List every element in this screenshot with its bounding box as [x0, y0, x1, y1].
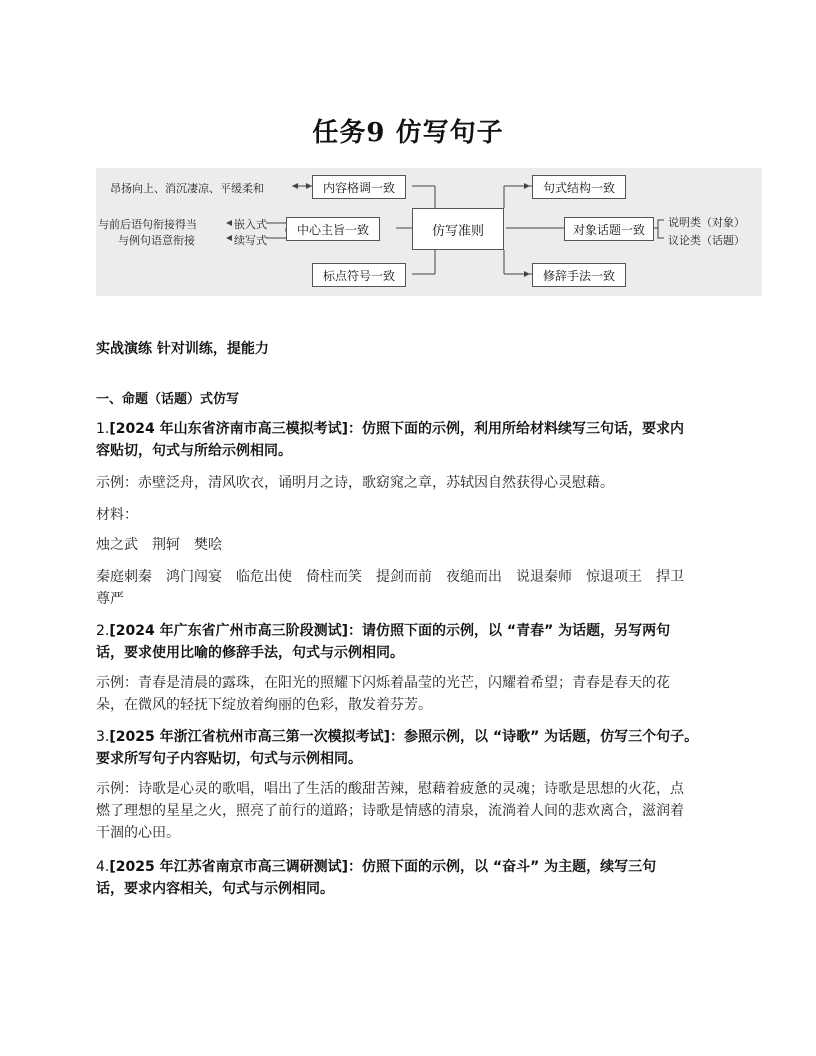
example-line: 朵，在微风的轻抚下绽放着绚丽的色彩，散发着芬芳。: [96, 697, 432, 713]
question-2: [96, 620, 724, 664]
example-line: 干涸的心田。: [96, 825, 180, 841]
continue-desc-note: 与例句语意衔接: [118, 234, 195, 247]
question-number: 4.: [96, 859, 110, 875]
example-line: 示例：青春是清晨的露珠，在阳光的照耀下闪烁着晶莹的光芒，闪耀着希望；青春是春天的花: [96, 675, 670, 691]
q1-material-label: 材料：: [96, 507, 138, 523]
question-text: [2024 年山东省济南市高三模拟考试]：仿照下面的示例，利用所给材料续写三句话，要求内: [109, 421, 684, 437]
object-topic-box: 对象话题一致: [564, 217, 654, 241]
sentence-structure-box: 句式结构一致: [532, 175, 626, 199]
example-line: 燃了理想的星星之火，照亮了前行的道路；诗歌是情感的清泉，流淌着人间的悲欢离合，滋润着: [96, 803, 684, 819]
question-number: 1.: [96, 421, 110, 437]
rhetoric-box: 修辞手法一致: [532, 263, 626, 287]
q1-phrases-tail: 尊严: [96, 591, 124, 607]
continue-type-note: 续写式: [234, 234, 267, 247]
question-number: 2.: [96, 623, 110, 639]
list-item: 烛之武: [96, 537, 138, 553]
part1-heading: 一、命题（话题）式仿写: [96, 392, 240, 407]
embed-type-note: 嵌入式: [234, 218, 267, 231]
q1-phrases: [96, 566, 724, 588]
q2-example: [96, 672, 724, 716]
list-item: 提剑而前: [376, 569, 432, 585]
list-item: 倚柱而笑: [306, 569, 362, 585]
question-text: 要求所写句子内容贴切，句式与示例相同。: [96, 751, 362, 767]
list-item: 秦庭刺秦: [96, 569, 152, 585]
question-3: [96, 726, 724, 770]
principles-diagram: [96, 168, 762, 296]
q1-example: 示例：赤壁泛舟，清风吹衣，诵明月之诗，歌窈窕之章，苏轼因自然获得心灵慰藉。: [96, 475, 614, 491]
list-item: 惊退项王: [586, 569, 642, 585]
argue-note: 议论类（话题）: [668, 234, 745, 247]
question-4: [96, 856, 724, 900]
list-item: 鸿门闯宴: [166, 569, 222, 585]
list-item: 捍卫: [656, 569, 684, 585]
question-text: [2024 年广东省广州市高三阶段测试]：请仿照下面的示例，以 “青春” 为话题，另写两句: [109, 623, 671, 639]
page-title: 任务9 仿写句子: [312, 118, 504, 148]
embed-desc-note: 与前后语句衔接得当: [98, 218, 197, 231]
q3-example: [96, 778, 724, 844]
question-text: 话，要求使用比喻的修辞手法，句式与示例相同。: [96, 645, 404, 661]
question-1: [96, 418, 724, 462]
content-tone-box: 内容格调一致: [312, 175, 406, 199]
central-theme-box: 中心主旨一致: [286, 217, 380, 241]
question-text: [2025 年江苏省南京市高三调研测试]：仿照下面的示例，以 “奋斗” 为主题，续写三句: [109, 859, 657, 875]
list-item: 夜缒而出: [446, 569, 502, 585]
punctuation-box: 标点符号一致: [312, 263, 406, 287]
center-box: 仿写准则: [412, 208, 504, 250]
question-number: 3.: [96, 729, 110, 745]
tone-examples-note: 昂扬向上、消沉凄凉、平缓柔和: [110, 182, 264, 195]
list-item: 临危出使: [236, 569, 292, 585]
list-item: 说退秦师: [516, 569, 572, 585]
q1-names: [96, 534, 724, 556]
question-text: 容贴切，句式与所给示例相同。: [96, 443, 292, 459]
example-line: 示例：诗歌是心灵的歌唱，唱出了生活的酸甜苦辣，慰藉着疲惫的灵魂；诗歌是思想的火花，点: [96, 781, 684, 797]
explain-note: 说明类（对象）: [668, 216, 745, 229]
section-heading: 实战演练 针对训练，提能力: [96, 341, 269, 357]
question-text: [2025 年浙江省杭州市高三第一次模拟考试]：参照示例，以 “诗歌” 为话题，仿写三个句子。: [109, 729, 699, 745]
list-item: 荆轲: [152, 537, 180, 553]
question-text: 话，要求内容相关，句式与示例相同。: [96, 881, 334, 897]
list-item: 樊哙: [194, 537, 222, 553]
